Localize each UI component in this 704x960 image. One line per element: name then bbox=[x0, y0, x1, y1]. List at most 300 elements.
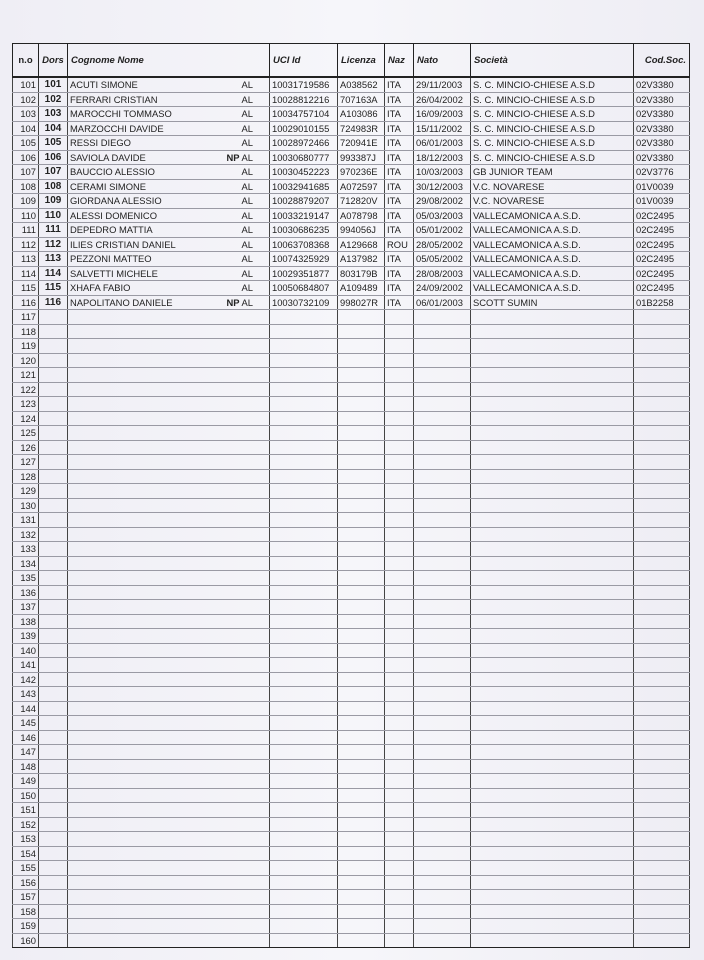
empty-cell bbox=[385, 904, 414, 919]
empty-cell bbox=[39, 716, 68, 731]
category-tag bbox=[242, 180, 253, 193]
bib-number: 114 bbox=[39, 266, 68, 281]
nationality: ITA bbox=[385, 223, 414, 238]
table-row-empty bbox=[13, 643, 690, 658]
category-tag bbox=[242, 78, 253, 91]
category-label: AL bbox=[241, 253, 253, 264]
empty-cell bbox=[68, 745, 270, 760]
category-tag bbox=[242, 281, 253, 294]
empty-cell bbox=[385, 556, 414, 571]
empty-cell bbox=[39, 339, 68, 354]
row-number: 143 bbox=[13, 687, 39, 702]
table-row bbox=[13, 281, 690, 296]
empty-cell bbox=[414, 745, 471, 760]
empty-cell bbox=[471, 310, 634, 325]
birth-date: 15/11/2002 bbox=[414, 121, 471, 136]
empty-cell bbox=[414, 585, 471, 600]
empty-cell bbox=[338, 672, 385, 687]
category-tag bbox=[242, 107, 253, 120]
team-code: 02V3380 bbox=[634, 136, 690, 151]
team-code: 02V3776 bbox=[634, 165, 690, 180]
licenza: 712820V bbox=[338, 194, 385, 209]
uci-id: 10028812216 bbox=[270, 92, 338, 107]
rider-name: BAUCCIO ALESSIO bbox=[70, 166, 155, 178]
nationality: ITA bbox=[385, 252, 414, 267]
empty-cell bbox=[385, 817, 414, 832]
team-code: 02C2495 bbox=[634, 281, 690, 296]
empty-cell bbox=[68, 368, 270, 383]
empty-cell bbox=[270, 556, 338, 571]
row-number: 101 bbox=[13, 77, 39, 92]
category-label: AL bbox=[241, 151, 253, 163]
empty-cell bbox=[471, 716, 634, 731]
empty-cell bbox=[414, 310, 471, 325]
nationality: ROU bbox=[385, 237, 414, 252]
row-number: 134 bbox=[13, 556, 39, 571]
empty-cell bbox=[471, 542, 634, 557]
empty-cell bbox=[385, 933, 414, 948]
birth-date: 05/01/2002 bbox=[414, 223, 471, 238]
rider-name-cell bbox=[68, 92, 270, 107]
empty-cell bbox=[270, 382, 338, 397]
team-code: 01B2258 bbox=[634, 295, 690, 310]
empty-cell bbox=[414, 716, 471, 731]
table-row-empty bbox=[13, 324, 690, 339]
empty-cell bbox=[270, 368, 338, 383]
team-name: VALLECAMONICA A.S.D. bbox=[471, 208, 634, 223]
empty-cell bbox=[39, 600, 68, 615]
table-row-empty bbox=[13, 469, 690, 484]
uci-id: 10029351877 bbox=[270, 266, 338, 281]
row-number: 111 bbox=[13, 223, 39, 238]
table-row-empty bbox=[13, 701, 690, 716]
licenza: 720941E bbox=[338, 136, 385, 151]
empty-cell bbox=[68, 846, 270, 861]
empty-cell bbox=[414, 498, 471, 513]
empty-cell bbox=[414, 556, 471, 571]
row-number: 128 bbox=[13, 469, 39, 484]
bib-number: 105 bbox=[39, 136, 68, 151]
row-number: 125 bbox=[13, 426, 39, 441]
empty-cell bbox=[471, 803, 634, 818]
row-number: 110 bbox=[13, 208, 39, 223]
empty-cell bbox=[634, 310, 690, 325]
empty-cell bbox=[338, 556, 385, 571]
empty-cell bbox=[68, 933, 270, 948]
empty-cell bbox=[39, 513, 68, 528]
empty-cell bbox=[68, 687, 270, 702]
empty-cell bbox=[270, 875, 338, 890]
empty-cell bbox=[471, 498, 634, 513]
empty-cell bbox=[68, 875, 270, 890]
empty-cell bbox=[338, 904, 385, 919]
empty-cell bbox=[471, 614, 634, 629]
empty-cell bbox=[634, 542, 690, 557]
empty-cell bbox=[385, 803, 414, 818]
empty-cell bbox=[338, 614, 385, 629]
row-number: 109 bbox=[13, 194, 39, 209]
row-number: 153 bbox=[13, 832, 39, 847]
empty-cell bbox=[385, 716, 414, 731]
empty-cell bbox=[414, 817, 471, 832]
empty-cell bbox=[68, 310, 270, 325]
empty-cell bbox=[634, 513, 690, 528]
table-row-empty bbox=[13, 339, 690, 354]
empty-cell bbox=[385, 846, 414, 861]
team-code: 01V0039 bbox=[634, 194, 690, 209]
row-number: 137 bbox=[13, 600, 39, 615]
empty-cell bbox=[634, 368, 690, 383]
header-no: n.o bbox=[13, 44, 39, 78]
table-row-empty bbox=[13, 803, 690, 818]
row-number: 120 bbox=[13, 353, 39, 368]
empty-cell bbox=[68, 672, 270, 687]
empty-cell bbox=[39, 542, 68, 557]
empty-cell bbox=[471, 774, 634, 789]
category-label: AL bbox=[241, 224, 253, 235]
empty-cell bbox=[338, 353, 385, 368]
rider-name-cell bbox=[68, 107, 270, 122]
empty-cell bbox=[68, 469, 270, 484]
birth-date: 05/03/2003 bbox=[414, 208, 471, 223]
empty-cell bbox=[270, 687, 338, 702]
empty-cell bbox=[471, 571, 634, 586]
licenza: A109489 bbox=[338, 281, 385, 296]
team-name: VALLECAMONICA A.S.D. bbox=[471, 223, 634, 238]
empty-cell bbox=[414, 933, 471, 948]
empty-cell bbox=[39, 672, 68, 687]
empty-cell bbox=[414, 658, 471, 673]
category-tag bbox=[242, 223, 253, 236]
empty-cell bbox=[414, 774, 471, 789]
empty-cell bbox=[270, 730, 338, 745]
empty-cell bbox=[385, 353, 414, 368]
empty-cell bbox=[39, 701, 68, 716]
empty-cell bbox=[270, 585, 338, 600]
row-number: 141 bbox=[13, 658, 39, 673]
empty-cell bbox=[338, 832, 385, 847]
header-naz: Naz bbox=[385, 44, 414, 78]
team-name: S. C. MINCIO-CHIESE A.S.D bbox=[471, 121, 634, 136]
empty-cell bbox=[338, 469, 385, 484]
row-number: 136 bbox=[13, 585, 39, 600]
team-name: S. C. MINCIO-CHIESE A.S.D bbox=[471, 136, 634, 151]
empty-cell bbox=[385, 745, 414, 760]
licenza: 993387J bbox=[338, 150, 385, 165]
empty-cell bbox=[338, 861, 385, 876]
row-number: 112 bbox=[13, 237, 39, 252]
empty-cell bbox=[385, 832, 414, 847]
birth-date: 10/03/2003 bbox=[414, 165, 471, 180]
category-label: AL bbox=[241, 108, 253, 119]
empty-cell bbox=[68, 904, 270, 919]
empty-cell bbox=[68, 382, 270, 397]
licenza: A078798 bbox=[338, 208, 385, 223]
team-code: 02V3380 bbox=[634, 121, 690, 136]
empty-cell bbox=[385, 614, 414, 629]
birth-date: 28/08/2003 bbox=[414, 266, 471, 281]
team-code: 02V3380 bbox=[634, 77, 690, 92]
empty-cell bbox=[471, 672, 634, 687]
licenza: A137982 bbox=[338, 252, 385, 267]
empty-cell bbox=[634, 643, 690, 658]
empty-cell bbox=[414, 890, 471, 905]
bib-number: 109 bbox=[39, 194, 68, 209]
uci-id: 10034757104 bbox=[270, 107, 338, 122]
empty-cell bbox=[68, 658, 270, 673]
team-code: 02C2495 bbox=[634, 266, 690, 281]
empty-cell bbox=[338, 426, 385, 441]
table-row-empty bbox=[13, 411, 690, 426]
birth-date: 24/09/2002 bbox=[414, 281, 471, 296]
row-number: 132 bbox=[13, 527, 39, 542]
empty-cell bbox=[385, 513, 414, 528]
empty-cell bbox=[414, 861, 471, 876]
empty-cell bbox=[414, 571, 471, 586]
team-name: V.C. NOVARESE bbox=[471, 179, 634, 194]
rider-name: SALVETTI MICHELE bbox=[70, 267, 158, 279]
empty-cell bbox=[385, 426, 414, 441]
table-row-empty bbox=[13, 513, 690, 528]
table-row-empty bbox=[13, 658, 690, 673]
team-name: GB JUNIOR TEAM bbox=[471, 165, 634, 180]
empty-cell bbox=[385, 440, 414, 455]
table-row-empty bbox=[13, 919, 690, 934]
empty-cell bbox=[634, 324, 690, 339]
uci-id: 10074325929 bbox=[270, 252, 338, 267]
bib-number: 110 bbox=[39, 208, 68, 223]
empty-cell bbox=[471, 759, 634, 774]
empty-cell bbox=[270, 513, 338, 528]
empty-cell bbox=[338, 324, 385, 339]
row-number: 156 bbox=[13, 875, 39, 890]
empty-cell bbox=[39, 875, 68, 890]
empty-cell bbox=[414, 643, 471, 658]
row-number: 138 bbox=[13, 614, 39, 629]
empty-cell bbox=[634, 585, 690, 600]
empty-cell bbox=[270, 426, 338, 441]
rider-name: ACUTI SIMONE bbox=[70, 79, 138, 91]
empty-cell bbox=[385, 687, 414, 702]
empty-cell bbox=[39, 745, 68, 760]
empty-cell bbox=[634, 353, 690, 368]
table-row bbox=[13, 92, 690, 107]
nationality: ITA bbox=[385, 107, 414, 122]
table-row-empty bbox=[13, 440, 690, 455]
empty-cell bbox=[39, 687, 68, 702]
empty-cell bbox=[471, 455, 634, 470]
category-label: AL bbox=[241, 166, 253, 177]
table-row bbox=[13, 150, 690, 165]
header-licenza: Licenza bbox=[338, 44, 385, 78]
np-flag: NP bbox=[226, 151, 240, 163]
empty-cell bbox=[634, 904, 690, 919]
empty-cell bbox=[68, 730, 270, 745]
empty-cell bbox=[385, 368, 414, 383]
empty-cell bbox=[270, 411, 338, 426]
empty-cell bbox=[39, 919, 68, 934]
category-tag bbox=[227, 296, 254, 309]
empty-cell bbox=[634, 687, 690, 702]
empty-cell bbox=[270, 324, 338, 339]
table-row-empty bbox=[13, 614, 690, 629]
empty-cell bbox=[634, 817, 690, 832]
empty-cell bbox=[270, 846, 338, 861]
empty-cell bbox=[634, 484, 690, 499]
empty-cell bbox=[338, 919, 385, 934]
table-row-empty bbox=[13, 455, 690, 470]
licenza: 994056J bbox=[338, 223, 385, 238]
rider-name: XHAFA FABIO bbox=[70, 282, 131, 294]
bib-number: 106 bbox=[39, 150, 68, 165]
table-row bbox=[13, 194, 690, 209]
rider-name: CERAMI SIMONE bbox=[70, 180, 147, 192]
empty-cell bbox=[68, 803, 270, 818]
category-tag bbox=[242, 267, 253, 280]
row-number: 114 bbox=[13, 266, 39, 281]
rider-name-cell bbox=[68, 223, 270, 238]
licenza: A103086 bbox=[338, 107, 385, 122]
empty-cell bbox=[414, 629, 471, 644]
empty-cell bbox=[471, 933, 634, 948]
category-tag bbox=[242, 136, 253, 149]
table-row bbox=[13, 237, 690, 252]
rider-name-cell bbox=[68, 165, 270, 180]
empty-cell bbox=[414, 382, 471, 397]
rider-name-cell bbox=[68, 266, 270, 281]
uci-id: 10030686235 bbox=[270, 223, 338, 238]
table-row-empty bbox=[13, 875, 690, 890]
rider-name-cell bbox=[68, 77, 270, 92]
category-label: AL bbox=[241, 209, 253, 221]
empty-cell bbox=[414, 411, 471, 426]
empty-cell bbox=[385, 310, 414, 325]
team-code: 02C2495 bbox=[634, 208, 690, 223]
table-row-empty bbox=[13, 600, 690, 615]
empty-cell bbox=[39, 933, 68, 948]
empty-cell bbox=[385, 788, 414, 803]
empty-cell bbox=[270, 803, 338, 818]
empty-cell bbox=[385, 324, 414, 339]
table-row-empty bbox=[13, 846, 690, 861]
empty-cell bbox=[414, 919, 471, 934]
licenza: A129668 bbox=[338, 237, 385, 252]
empty-cell bbox=[338, 600, 385, 615]
table-row-empty bbox=[13, 890, 690, 905]
row-number: 115 bbox=[13, 281, 39, 296]
empty-cell bbox=[338, 759, 385, 774]
empty-cell bbox=[385, 629, 414, 644]
empty-cell bbox=[414, 687, 471, 702]
empty-cell bbox=[68, 585, 270, 600]
team-name: VALLECAMONICA A.S.D. bbox=[471, 266, 634, 281]
row-number: 108 bbox=[13, 179, 39, 194]
empty-cell bbox=[634, 745, 690, 760]
empty-cell bbox=[270, 455, 338, 470]
row-number: 135 bbox=[13, 571, 39, 586]
empty-cell bbox=[471, 324, 634, 339]
empty-cell bbox=[471, 890, 634, 905]
row-number: 118 bbox=[13, 324, 39, 339]
table-row-empty bbox=[13, 382, 690, 397]
empty-cell bbox=[385, 774, 414, 789]
bib-number: 112 bbox=[39, 237, 68, 252]
empty-cell bbox=[68, 629, 270, 644]
licenza: 724983R bbox=[338, 121, 385, 136]
team-code: 02V3380 bbox=[634, 92, 690, 107]
table-row-empty bbox=[13, 716, 690, 731]
table-row-empty bbox=[13, 817, 690, 832]
empty-cell bbox=[414, 600, 471, 615]
table-row-empty bbox=[13, 368, 690, 383]
empty-cell bbox=[68, 817, 270, 832]
row-number: 144 bbox=[13, 701, 39, 716]
empty-cell bbox=[39, 890, 68, 905]
empty-cell bbox=[471, 585, 634, 600]
nationality: ITA bbox=[385, 77, 414, 92]
empty-cell bbox=[338, 701, 385, 716]
birth-date: 05/05/2002 bbox=[414, 252, 471, 267]
row-number: 146 bbox=[13, 730, 39, 745]
category-tag bbox=[242, 122, 253, 135]
empty-cell bbox=[39, 324, 68, 339]
empty-cell bbox=[270, 600, 338, 615]
empty-cell bbox=[270, 904, 338, 919]
row-number: 155 bbox=[13, 861, 39, 876]
empty-cell bbox=[385, 571, 414, 586]
empty-cell bbox=[68, 455, 270, 470]
empty-cell bbox=[414, 440, 471, 455]
empty-cell bbox=[634, 730, 690, 745]
empty-cell bbox=[39, 397, 68, 412]
table-row-empty bbox=[13, 571, 690, 586]
category-tag bbox=[242, 209, 253, 222]
empty-cell bbox=[634, 875, 690, 890]
empty-cell bbox=[385, 701, 414, 716]
empty-cell bbox=[634, 556, 690, 571]
empty-cell bbox=[471, 687, 634, 702]
empty-cell bbox=[68, 397, 270, 412]
category-tag bbox=[227, 151, 254, 164]
empty-cell bbox=[414, 730, 471, 745]
category-label: AL bbox=[241, 282, 253, 293]
birth-date: 26/04/2002 bbox=[414, 92, 471, 107]
empty-cell bbox=[385, 382, 414, 397]
empty-cell bbox=[471, 484, 634, 499]
empty-cell bbox=[471, 513, 634, 528]
empty-cell bbox=[270, 658, 338, 673]
empty-cell bbox=[68, 353, 270, 368]
table-row bbox=[13, 223, 690, 238]
rider-name: NAPOLITANO DANIELE bbox=[70, 296, 173, 308]
empty-cell bbox=[39, 484, 68, 499]
row-number: 160 bbox=[13, 933, 39, 948]
table-row-empty bbox=[13, 498, 690, 513]
category-tag bbox=[242, 238, 253, 251]
empty-cell bbox=[414, 672, 471, 687]
empty-cell bbox=[338, 339, 385, 354]
empty-cell bbox=[270, 614, 338, 629]
row-number: 117 bbox=[13, 310, 39, 325]
empty-cell bbox=[39, 788, 68, 803]
empty-cell bbox=[270, 774, 338, 789]
team-code: 02V3380 bbox=[634, 150, 690, 165]
row-number: 150 bbox=[13, 788, 39, 803]
category-label: AL bbox=[241, 93, 253, 105]
category-tag bbox=[242, 93, 253, 106]
empty-cell bbox=[338, 774, 385, 789]
team-code: 01V0039 bbox=[634, 179, 690, 194]
